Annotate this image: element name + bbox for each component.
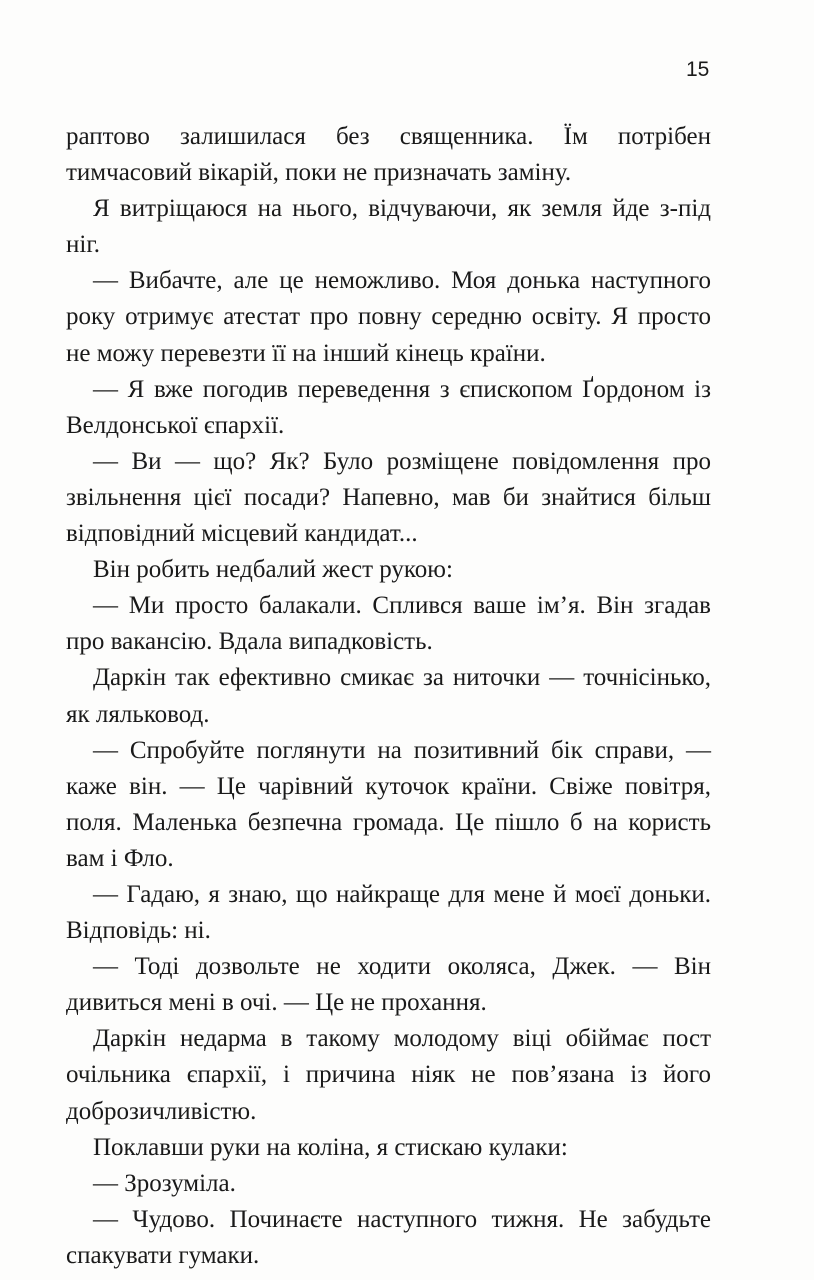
paragraph: — Тоді дозвольте не ходити околяса, Джек. — Він дивиться мені в очі. — Це не прохання.	[66, 953, 711, 1017]
body-text	[66, 119, 711, 1274]
paragraph: Я витріщаюся на нього, відчуваючи, як земля йде з-під ніг.	[66, 195, 711, 259]
paragraph: — Ми просто балакали. Сплився ваше ім’я. Він згадав про вакансію. Вдала випадковість.	[66, 592, 711, 656]
paragraph: — Зрозуміла.	[93, 1169, 236, 1197]
paragraph: Поклавши руки на коліна, я стискаю кулаки:	[93, 1133, 568, 1161]
paragraph: — Ви — що? Як? Було розміщене повідомлення про звільнення цієї посади? Напевно, мав би знайтися більш відповідний місцевий кандидат...	[66, 447, 711, 548]
paragraph: раптово залишилася без священника. Їм потрібен тимчасовий вікарій, поки не призначать заміну.	[66, 123, 711, 187]
paragraph: — Вибачте, але це неможливо. Моя донька наступного року отримує атестат про повну середню освіту. Я просто не можу перевезти її на інший кінець країни.	[66, 267, 711, 367]
paragraph: Даркін так ефективно смикає за ниточки — точнісінько, як ляльковод.	[66, 664, 711, 728]
paragraph: — Чудово. Починаєте наступного тижня. Не забудьте спакувати гумаки.	[66, 1205, 711, 1269]
paragraph: — Спробуйте поглянути на позитивний бік справи, — каже він. — Це чарівний куточок країни. Свіже повітря, поля. Маленька безпечна громада. Це пішло б на користь вам і Фло.	[66, 736, 711, 872]
paragraph: — Я вже погодив переведення з єпископом Ґордоном із Велдонської єпархії.	[66, 375, 711, 439]
paragraph: — Гадаю, я знаю, що найкраще для мене й моєї доньки. Відповідь: ні.	[66, 880, 711, 945]
paragraph: Він робить недбалий жест рукою:	[93, 556, 453, 584]
page-number: 15	[686, 58, 710, 81]
paragraph: Даркін недарма в такому молодому віці обіймає пост очільника єпархії, і причина ніяк не пов’язана із його доброзичливістю.	[66, 1025, 711, 1125]
